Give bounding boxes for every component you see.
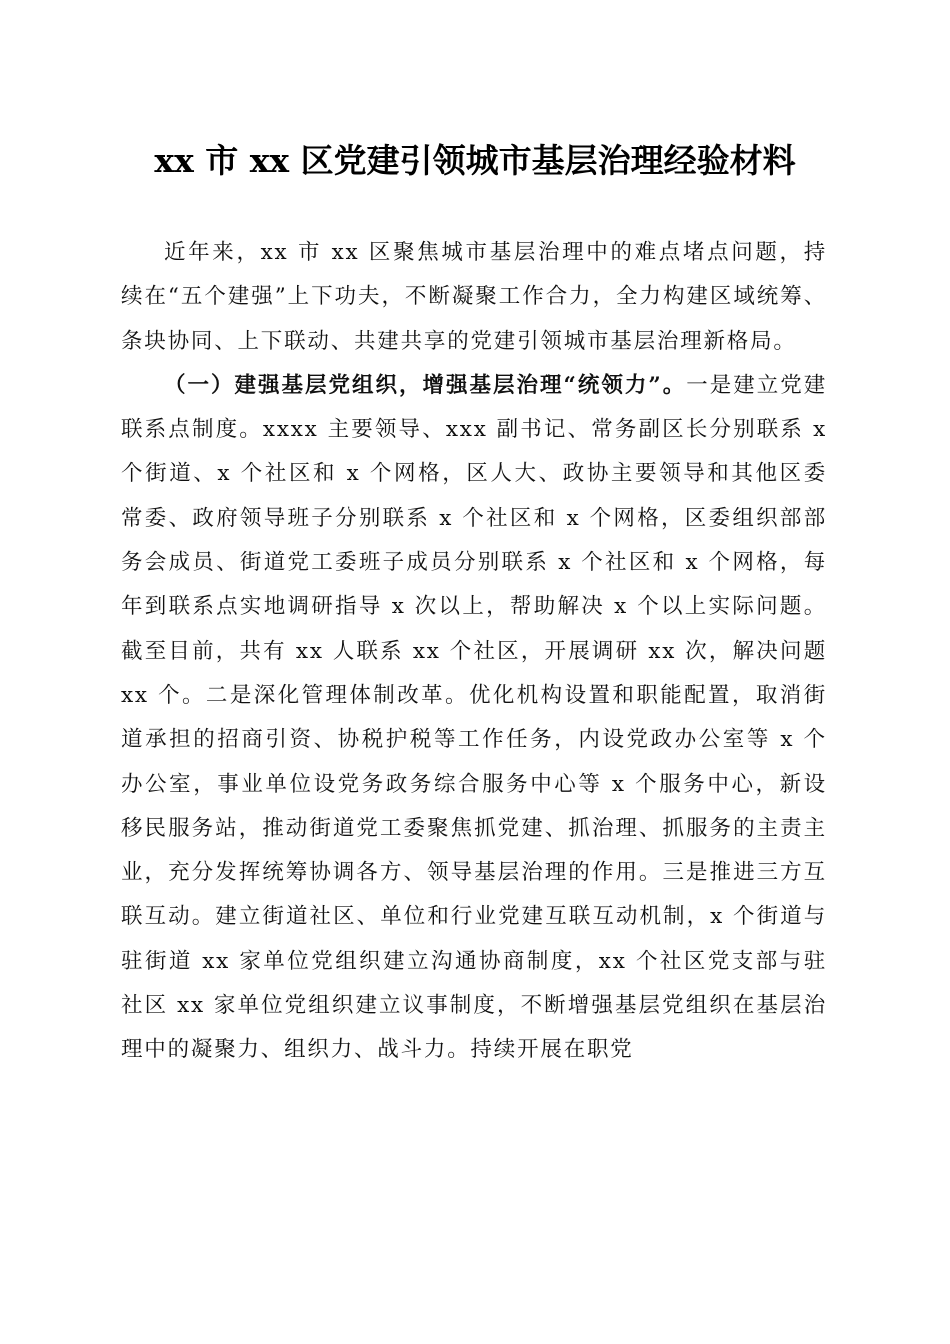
- section-1-heading: （一）建强基层党组织，增强基层治理“统领力”。: [164, 372, 687, 398]
- section-1-paragraph: [121, 364, 827, 1073]
- document-body: [121, 231, 827, 1073]
- document-title: xx 市 xx 区党建引领城市基层治理经验材料: [154, 141, 796, 180]
- section-1-body: 一是建立党建联系点制度。xxxx 主要领导、xxx 副书记、常务副区长分别联系 x 个街道、x 个社区和 x 个网格，区人大、政协主要领导和其他区委常委、政府领导班子分别联系 x 个社区和 x 个网格，区委组织部部务会成员、街道党工委班子成员分别联系 x 个社区和 x 个网格，每年到联系点实地调研指导 x 次以上，帮助解决 x 个以上实际问题。截至目前，共有 xx 人联系 xx 个社区，开展调研 xx 次，解决问题 xx 个。二是深化管理体制改革。优化机构设置和职能配置，取消街道承担的招商引资、协税护税等工作任务，内设党政办公室等 x 个办公室，事业单位设党务政务综合服务中心等 x 个服务中心，新设移民服务站，推动街道党工委聚焦抓党建、抓治理、抓服务的主责主业，充分发挥统筹协调各方、领导基层治理的作用。三是推进三方互联互动。建立街道社区、单位和行业党建互联互动机制，x 个街道与驻街道 xx 家单位党组织建立沟通协商制度，xx 个社区党支部与驻社区 xx 家单位党组织建立议事制度，不断增强基层党组织在基层治理中的凝聚力、组织力、战斗力。持续开展在职党: [121, 372, 827, 1063]
- intro-paragraph: 近年来，xx 市 xx 区聚焦城市基层治理中的难点堵点问题，持续在“五个建强”上下功夫，不断凝聚工作合力，全力构建区域统筹、条块协同、上下联动、共建共享的党建引领城市基层治理新格局。: [121, 240, 827, 354]
